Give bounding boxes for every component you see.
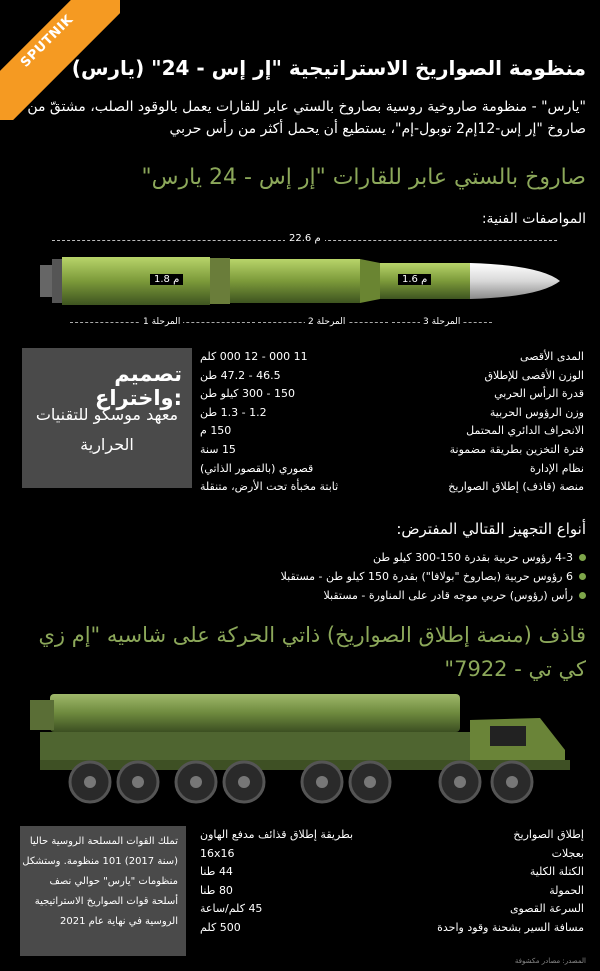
launcher-truck-illustration bbox=[20, 690, 580, 810]
spec-row: منصة (قاذف) إطلاق الصواريخ ثابتة مخبأة تحت الأرض، متنقلة bbox=[200, 480, 584, 494]
spec-row: السرعة القصوى 45 كلم/ساعة bbox=[200, 902, 584, 916]
spec-row: الانحراف الدائري المحتمل 150 م bbox=[200, 424, 584, 438]
spec-row: الحمولة 80 طنا bbox=[200, 883, 584, 897]
stage1-label: المرحلة 1 bbox=[140, 317, 183, 327]
stage3-label: المرحلة 3 bbox=[420, 317, 463, 327]
page-title: منظومة الصواريخ الاستراتيجية "إر إس - 24" (يارس) bbox=[71, 56, 586, 80]
spec-row: المدى الأقصى 11 000 - 12 000 كلم bbox=[200, 350, 584, 363]
bullet-icon bbox=[579, 554, 586, 561]
spec-row: فترة التخزين بطريقة مضمونة 15 سنة bbox=[200, 442, 584, 456]
spec-list bbox=[200, 348, 584, 497]
stage3-diameter: 1.6 م bbox=[398, 274, 431, 285]
spec-row: إطلاق الصواريخ بطريقة إطلاق قذائف مدفع الهاون bbox=[200, 828, 584, 841]
list-item: رأس (رؤوس) حربي موجه قادر على المناورة - مستقبلا bbox=[186, 586, 586, 605]
bullet-icon bbox=[579, 573, 586, 580]
intro-text: "يارس" - منظومة صاروخية روسية بصاروخ بالستي عابر للقارات يعمل بالوقود الصلب، مشتقّ من صاروخ "إر إس-12إم2 توبول-إم"، يستطيع أن يحمل أكثر من رأس حربي bbox=[27, 99, 586, 137]
warheads-heading: أنواع التجهيز القتالي المفترض: bbox=[396, 520, 586, 538]
launcher-title: قاذف (منصة إطلاق الصواريخ) ذاتي الحركة على شاسيه "إم زي كي تي - 7922" bbox=[38, 623, 586, 681]
missile-length: 22.6 م bbox=[285, 233, 325, 244]
list-item: 4-3 رؤوس حربية بقدرة 150-300 كيلو طن bbox=[186, 548, 586, 567]
warhead-list bbox=[186, 548, 586, 605]
design-box bbox=[22, 348, 192, 488]
stage2-label: المرحلة 2 bbox=[305, 317, 348, 327]
list-item: 6 رؤوس حربية (بصاروخ "بولافا") بقدرة 150 كيلو طن - مستقبلا bbox=[186, 567, 586, 586]
spec-row: مسافة السير بشحنة وقود واحدة 500 كلم bbox=[200, 920, 584, 934]
design-title: تصميم واختراع: bbox=[95, 362, 182, 410]
spec-row: الكتلة الكلية 44 طنا bbox=[200, 865, 584, 879]
spec-row: قدرة الرأس الحربي 150 - 300 كيلو طن bbox=[200, 387, 584, 401]
stage1-diameter: 1.8 م bbox=[150, 274, 183, 285]
source-note: المصدر: مصادر مكشوفة bbox=[514, 957, 586, 965]
spec-row: بعجلات 16x16 bbox=[200, 846, 584, 860]
info-text: تملك القوات المسلحة الروسية حاليا (سنة 2017) 101 منظومة. وستشكل منظومات "يارس" حوالي نصف أسلحة قوات الصواريخ الاستراتيجية الروسية في نهاية عام 2021 bbox=[22, 836, 178, 927]
bullet-icon bbox=[579, 592, 586, 599]
spec-row: نظام الإدارة قصوري (بالقصور الذاتي) bbox=[200, 461, 584, 475]
missile-title: صاروخ بالستي عابر للقارات "إر إس - 24 يارس" bbox=[141, 165, 586, 190]
launcher-spec-list bbox=[200, 826, 584, 938]
logo-text: SPUTNIK bbox=[18, 12, 77, 71]
specs-label: المواصفات الفنية: bbox=[481, 211, 586, 227]
design-body: معهد موسكو للتقنيات الحرارية bbox=[35, 405, 179, 454]
missile-illustration bbox=[40, 255, 560, 307]
info-box bbox=[20, 826, 186, 956]
spec-row: وزن الرؤوس الحربية 1.2 - 1.3 طن bbox=[200, 405, 584, 419]
spec-row: الوزن الأقصى للإطلاق 46.5 - 47.2 طن bbox=[200, 368, 584, 382]
